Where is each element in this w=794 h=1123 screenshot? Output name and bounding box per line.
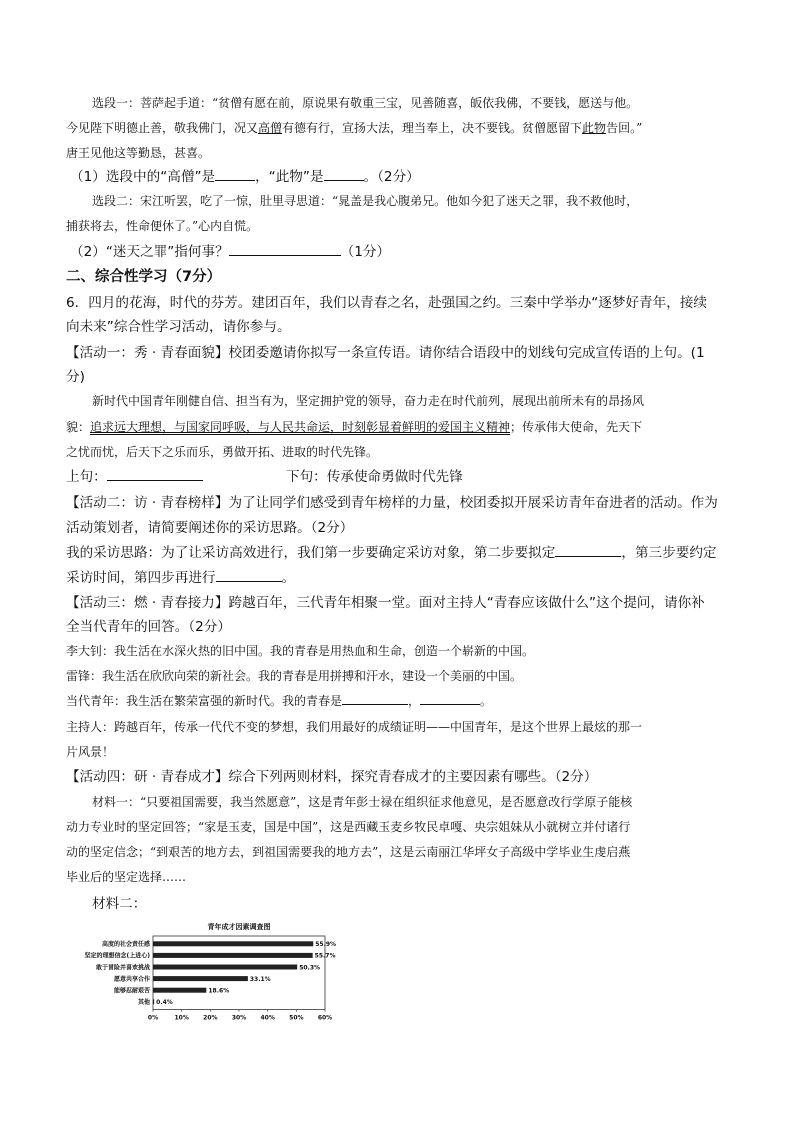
category-label: 能够忍耐艰苦 bbox=[113, 987, 150, 995]
value-label: 50.3% bbox=[299, 964, 321, 972]
bar bbox=[153, 999, 154, 1004]
value-label: 55.7% bbox=[314, 952, 336, 960]
material1-line2: 动力专业时的坚定回答；“家是玉麦，国是中国”，这是西藏玉麦乡牧民卓嘎、央宗姐妹从小就树立并付诸行 bbox=[66, 820, 631, 834]
value-label: 33.1% bbox=[249, 975, 271, 983]
activity1-passage-line3: 之忧而忧，后天下之乐而乐，勇做开拓、进取的时代先锋。 bbox=[66, 445, 379, 459]
activity1-passage-line2: 貌：追求远大理想，与国家同呼吸，与人民共命运，时刻彰显着鲜明的爱国主义精神；传承伟大使命，先天下 bbox=[66, 420, 643, 434]
x-tick-label: 50% bbox=[289, 1014, 304, 1022]
material1-line4: 毕业后的坚定选择…… bbox=[66, 870, 187, 884]
bar bbox=[153, 976, 248, 981]
passage2-line2: 捕获将去，性命便休了。”心内自慌。 bbox=[66, 219, 259, 233]
activity3-host-line2: 片风景！ bbox=[66, 745, 115, 759]
activity2-line4: 采访时间，第四步再进行 。 bbox=[66, 570, 296, 586]
activity1-line2: 分) bbox=[66, 369, 85, 385]
category-label: 高度的社会责任感 bbox=[101, 941, 150, 949]
material1-line3: 动的坚定信念；“到艰苦的地方去，到祖国需要我的地方去”，这是云南丽江华坪女子高级中学毕业生虔启燕 bbox=[66, 845, 631, 859]
answer-blank[interactable] bbox=[555, 544, 621, 557]
passage2-line1: 选段二：宋江听罢，吃了一惊，肚里寻思道：“晁盖是我心腹弟兄。他如今犯了迷天之罪，我不救他时， bbox=[92, 194, 639, 208]
value-label: 18.6% bbox=[208, 987, 230, 995]
question-6-line1: 6．四月的花海，时代的芬芳。建团百年，我们以青春之名，赴强国之约。三秦中学举办“逐梦好青年，接续 bbox=[66, 295, 708, 311]
activity1-line1: 【活动一：秀 · 青春面貌】校团委邀请你拟写一条宣传语。请你结合语段中的划线句完成宣传语的上句。(1 bbox=[66, 345, 705, 361]
term-gaoseng: 高僧 bbox=[258, 121, 283, 135]
chart-title: 青年成才因素调查图 bbox=[207, 923, 271, 931]
material1-line1: 材料一：“只要祖国需要，我当然愿意”，这是青年彭士禄在组织征求他意见，是否愿意改行学原子能核 bbox=[92, 795, 633, 809]
x-tick-label: 30% bbox=[231, 1014, 247, 1022]
activity3-host-line1: 主持人：跨越百年，传承一代代不变的梦想，我们用最好的成绩证明——中国青年，是这个世界上最炫的那一 bbox=[66, 720, 643, 734]
x-tick-label: 0% bbox=[147, 1014, 159, 1022]
bar bbox=[153, 965, 297, 970]
answer-blank[interactable] bbox=[107, 468, 203, 481]
activity3-li: 李大钊：我生活在水深火热的旧中国。我的青春是用热血和生命，创造一个崭新的中国。 bbox=[66, 644, 535, 658]
bar bbox=[153, 941, 313, 946]
activity3-lei: 雷锋：我生活在欣欣向荣的新社会。我的青春是用拼搏和汗水，建设一个美丽的中国。 bbox=[66, 669, 523, 683]
passage1-line3: 唐王见他这等勤恳，甚喜。 bbox=[66, 146, 211, 160]
category-label: 其他 bbox=[137, 999, 150, 1007]
answer-blank[interactable] bbox=[229, 243, 341, 256]
material2-label: 材料二： bbox=[92, 896, 147, 912]
x-tick-label: 60% bbox=[317, 1014, 333, 1022]
passage1-line1: 选段一：菩萨起手道：“贫僧有愿在前，原说果有敬重三宝，见善随喜，皈依我佛，不要钱，愿送与他。 bbox=[92, 96, 639, 110]
survey-bar-chart bbox=[70, 905, 370, 1035]
plot-frame bbox=[153, 936, 325, 1010]
question-1: （1）选段中的“高僧”是 ，“此物”是 。（2分） bbox=[70, 169, 420, 185]
category-label: 愿意共享合作 bbox=[113, 975, 150, 983]
bar bbox=[153, 953, 313, 958]
category-label: 敢于冒险并喜欢挑战 bbox=[95, 964, 150, 972]
answer-blank[interactable] bbox=[342, 692, 408, 705]
lower-line: 下句：传承使命勇做时代先锋 bbox=[286, 469, 463, 485]
bar bbox=[153, 988, 206, 993]
term-ciwu: 此物 bbox=[582, 121, 607, 135]
activity1-passage-line1: 新时代中国青年刚健自信、担当有为，坚定拥护党的领导，奋力走在时代前列，展现出前所未有的昂扬风 bbox=[92, 394, 645, 408]
x-tick-label: 10% bbox=[174, 1014, 189, 1022]
activity2-line3: 我的采访思路：为了让采访高效进行，我们第一步要确定采访对象，第二步要拟定 ，第三步要约定 bbox=[66, 545, 717, 561]
upper-line: 上句： bbox=[66, 465, 203, 485]
answer-blank[interactable] bbox=[216, 569, 282, 582]
activity3-line1: 【活动三：燃 · 青春接力】跨越百年，三代青年相聚一堂。面对主持人“青春应该做什么”这个提问，请你补 bbox=[66, 595, 705, 611]
answer-blank[interactable] bbox=[420, 692, 480, 705]
section-title: 二、综合性学习（7分） bbox=[66, 269, 222, 285]
activity4-line1: 【活动四：研 · 青春成才】综合下列两则材料，探究青春成才的主要因素有哪些。（2分） bbox=[66, 769, 598, 785]
passage1-line2: 今见陛下明德止善，敬我佛门，况又高僧有德有行，宣扬大法，理当奉上，决不要钱。贫僧愿留下此物告回。” bbox=[66, 121, 643, 135]
category-label: 坚定的理想信念(上进心) bbox=[84, 952, 150, 960]
value-label: 55.9% bbox=[315, 941, 337, 949]
value-label: 0.4% bbox=[156, 999, 173, 1007]
underlined-sentence: 追求远大理想，与国家同呼吸，与人民共命运，时刻彰显着鲜明的爱国主义精神 bbox=[90, 420, 511, 434]
activity3-line2: 全当代青年的回答。（2分） bbox=[66, 619, 231, 635]
activity2-line1: 【活动二：访 · 青春榜样】为了让同学们感受到青年榜样的力量，校团委拟开展采访青年奋进者的活动。作为 bbox=[66, 495, 718, 511]
answer-blank[interactable] bbox=[324, 168, 364, 181]
answer-blank[interactable] bbox=[215, 168, 255, 181]
activity3-youth: 当代青年：我生活在繁荣富强的新时代。我的青春是 ， 。 bbox=[66, 694, 493, 708]
question-6-line2: 向未来”综合性学习活动，请你参与。 bbox=[66, 319, 291, 335]
question-2: （2）“迷天之罪”指何事？ （1分） bbox=[70, 244, 391, 260]
activity2-line2: 活动策划者，请简要阐述你的采访思路。（2分） bbox=[66, 520, 354, 536]
x-tick-label: 20% bbox=[203, 1014, 218, 1022]
x-tick-label: 40% bbox=[260, 1014, 275, 1022]
